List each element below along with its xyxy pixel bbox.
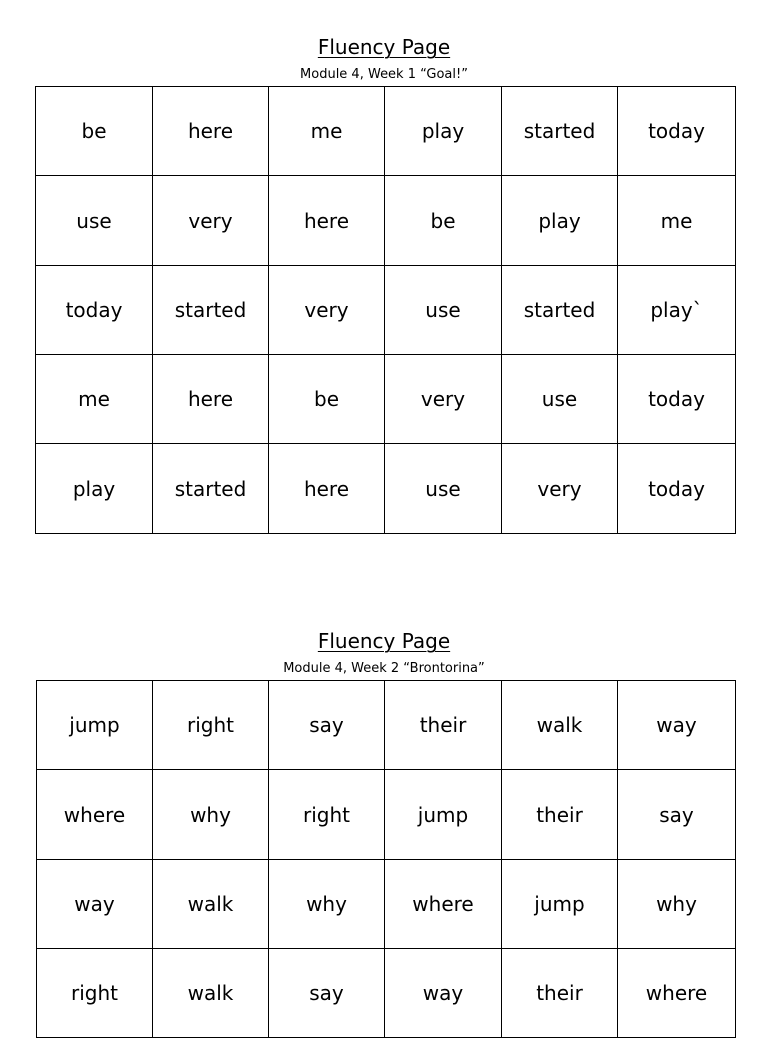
word-cell: be <box>269 355 385 444</box>
word-cell: be <box>385 176 502 266</box>
word-cell: play <box>385 87 502 176</box>
word-cell: right <box>37 949 153 1038</box>
word-cell: very <box>502 444 618 534</box>
word-cell: here <box>153 355 269 444</box>
page-subtitle: Module 4, Week 2 “Brontorina” <box>283 661 485 676</box>
word-cell: way <box>37 860 153 949</box>
word-cell: say <box>618 770 736 860</box>
word-cell: play <box>36 444 153 534</box>
word-grid <box>35 86 736 534</box>
word-cell: use <box>385 266 502 355</box>
word-cell: me <box>618 176 736 266</box>
word-cell: here <box>269 176 385 266</box>
grid-row <box>37 860 736 949</box>
word-grid <box>36 680 736 1038</box>
word-cell: right <box>269 770 385 860</box>
word-cell: very <box>153 176 269 266</box>
word-cell: where <box>37 770 153 860</box>
word-cell: jump <box>502 860 618 949</box>
word-cell: their <box>502 949 618 1038</box>
word-cell: why <box>153 770 269 860</box>
page-subtitle: Module 4, Week 1 “Goal!” <box>300 67 468 82</box>
word-cell: started <box>502 87 618 176</box>
word-cell: say <box>269 681 385 770</box>
word-cell: started <box>153 266 269 355</box>
word-cell: walk <box>502 681 618 770</box>
word-cell: walk <box>153 949 269 1038</box>
grid-row <box>36 266 736 355</box>
word-cell: today <box>618 444 736 534</box>
word-cell: started <box>153 444 269 534</box>
grid-row <box>36 87 736 176</box>
word-cell: me <box>36 355 153 444</box>
word-cell: where <box>385 860 502 949</box>
word-cell: be <box>36 87 153 176</box>
word-cell: jump <box>37 681 153 770</box>
word-cell: their <box>502 770 618 860</box>
word-cell: play` <box>618 266 736 355</box>
word-cell: here <box>269 444 385 534</box>
page-title: Fluency Page <box>317 629 451 653</box>
grid-row <box>36 444 736 534</box>
word-cell: here <box>153 87 269 176</box>
grid-row <box>37 949 736 1038</box>
word-cell: their <box>385 681 502 770</box>
word-cell: very <box>269 266 385 355</box>
word-cell: today <box>618 87 736 176</box>
grid-row <box>36 176 736 266</box>
word-cell: use <box>385 444 502 534</box>
word-cell: today <box>36 266 153 355</box>
word-cell: today <box>618 355 736 444</box>
grid-row <box>37 681 736 770</box>
word-cell: way <box>385 949 502 1038</box>
word-cell: where <box>618 949 736 1038</box>
word-cell: walk <box>153 860 269 949</box>
word-cell: very <box>385 355 502 444</box>
word-cell: started <box>502 266 618 355</box>
word-cell: why <box>269 860 385 949</box>
grid-row <box>37 770 736 860</box>
word-cell: play <box>502 176 618 266</box>
grid-row <box>36 355 736 444</box>
word-cell: say <box>269 949 385 1038</box>
word-cell: use <box>36 176 153 266</box>
word-cell: right <box>153 681 269 770</box>
word-cell: me <box>269 87 385 176</box>
word-cell: jump <box>385 770 502 860</box>
word-cell: why <box>618 860 736 949</box>
word-cell: way <box>618 681 736 770</box>
word-cell: use <box>502 355 618 444</box>
page-title: Fluency Page <box>317 35 451 59</box>
